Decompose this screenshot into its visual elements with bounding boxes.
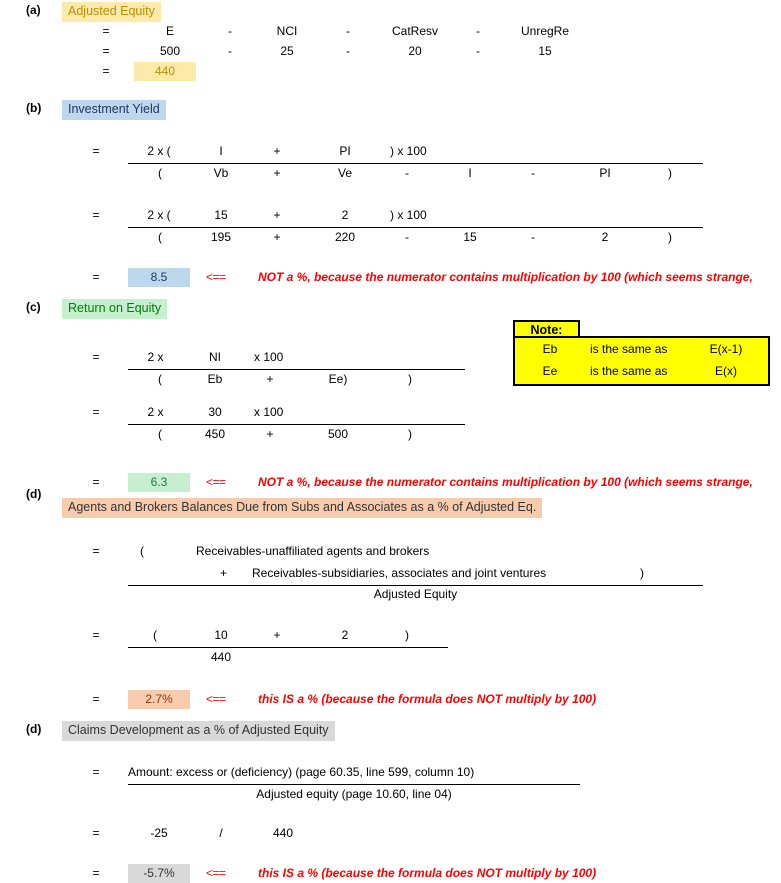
section-a-row1-cell-3: - — [346, 24, 350, 38]
section-b-sym-num-4: ) x 100 — [390, 144, 427, 158]
section-c-num-den-0: ( — [158, 427, 162, 441]
section-c-num-den-1: 450 — [204, 427, 226, 441]
section-b-num-den-3: 220 — [334, 230, 356, 244]
section-b-sym-den-1: Vb — [213, 166, 229, 180]
section-b-sym-num-0: 2 x ( — [147, 144, 171, 158]
section-a-row2-cell-5: - — [476, 44, 480, 58]
section-b-num-den-7: 2 — [601, 230, 609, 244]
section-c-sym-equals: = — [92, 350, 100, 364]
section-b-num-num-4: ) x 100 — [390, 208, 427, 222]
section-a-header: Adjusted Equity — [62, 2, 161, 22]
section-d1-num-num-3: 2 — [341, 628, 349, 642]
section-b-num-equals: = — [92, 208, 100, 222]
section-d1-label: (d) — [26, 487, 42, 501]
section-a-row2-cell-6: 15 — [538, 44, 552, 58]
section-a-row2-equals: = — [102, 44, 110, 58]
section-d2-result-wrap — [128, 864, 190, 883]
note-row-1-value: E(x) — [715, 364, 737, 378]
note-row-1-symbol: Ee — [542, 364, 558, 378]
section-b-sym-num-3: PI — [339, 144, 351, 158]
section-d2-label: (d) — [26, 722, 42, 736]
section-d1-sym-close-paren: ) — [640, 566, 644, 580]
section-d1-sym-num-line2: Receivables-subsidiaries, associates and joint ventures — [252, 566, 547, 580]
section-b-num-num-1: 15 — [214, 208, 228, 222]
section-d2-num-equals: = — [92, 826, 100, 840]
section-c-result-wrap — [128, 473, 190, 492]
section-a-result-wrap — [134, 62, 196, 81]
section-a-row1-cell-1: - — [228, 24, 232, 38]
section-b-sym-den-6: - — [531, 166, 535, 180]
section-a-row2-cell-3: - — [346, 44, 350, 58]
section-d2-comment: this IS a % (because the formula does NOT multiply by 100) — [258, 866, 597, 880]
section-c-result-equals: = — [92, 475, 100, 489]
section-b-num-den-6: - — [531, 230, 535, 244]
section-d2-sym-denominator: Adjusted equity (page 10.60, line 04) — [256, 787, 452, 801]
section-d2-result: -5.7% — [128, 864, 190, 883]
section-d1-num-num-2: + — [273, 628, 281, 642]
section-c-sym-den-4: ) — [408, 372, 412, 386]
section-b-header-wrap — [62, 100, 166, 120]
note-row-0-value: E(x-1) — [709, 342, 743, 356]
section-c-sym-den-3: Ee) — [328, 372, 348, 386]
section-b-result: 8.5 — [128, 268, 190, 287]
section-d1-num-equals: = — [92, 628, 100, 642]
section-b-sym-fraction-bar — [128, 163, 703, 164]
section-c-comment: NOT a %, because the numerator contains multiplication by 100 (which seems strange, — [258, 475, 753, 489]
section-a-row2-cell-4: 20 — [408, 44, 422, 58]
section-d1-num-num-1: 10 — [214, 628, 228, 642]
section-a-row1-cell-5: - — [476, 24, 480, 38]
section-d2-result-equals: = — [92, 866, 100, 880]
section-c-sym-num-0: 2 x — [147, 350, 164, 364]
section-d1-result-wrap — [128, 690, 190, 709]
section-d2-sym-equals: = — [92, 765, 100, 779]
section-b-header: Investment Yield — [62, 100, 166, 120]
section-b-label: (b) — [26, 101, 42, 115]
section-c-sym-den-0: ( — [158, 372, 162, 386]
note-row-0-symbol: Eb — [542, 342, 558, 356]
section-c-sym-fraction-bar — [128, 369, 465, 370]
section-c-num-num-1: 30 — [208, 405, 222, 419]
section-c-sym-den-1: Eb — [207, 372, 223, 386]
section-d1-sym-num-line1: Receivables-unaffiliated agents and brokers — [196, 544, 430, 558]
section-d2-num-operator: / — [219, 826, 223, 840]
section-d1-sym-plus: + — [220, 566, 228, 580]
section-d1-num-denominator: 440 — [210, 650, 232, 664]
section-b-num-num-3: 2 — [341, 208, 349, 222]
note-row-1-text: is the same as — [590, 364, 668, 378]
section-b-sym-den-3: Ve — [337, 166, 352, 180]
section-d1-num-num-0: ( — [153, 628, 157, 642]
section-b-num-den-5: 15 — [463, 230, 477, 244]
section-c-sym-num-1: NI — [209, 350, 221, 364]
section-b-result-equals: = — [92, 270, 100, 284]
section-a-row1-cell-2: NCI — [276, 24, 298, 38]
section-b-sym-den-7: PI — [599, 166, 611, 180]
section-d1-result: 2.7% — [128, 690, 190, 709]
section-a-row2-cell-1: - — [228, 44, 232, 58]
section-a-row2-cell-0: 500 — [159, 44, 181, 58]
section-d1-comment: this IS a % (because the formula does NOT multiply by 100) — [258, 692, 597, 706]
section-d2-arrow-icon: <== — [206, 866, 226, 880]
section-d1-num-fraction-bar — [128, 647, 448, 648]
section-d2-sym-numerator: Amount: excess or (deficiency) (page 60.35, line 599, column 10) — [128, 765, 475, 779]
section-b-sym-den-5: I — [468, 166, 472, 180]
note-box-title: Note: — [513, 320, 580, 338]
section-b-num-den-4: - — [405, 230, 409, 244]
section-c-arrow-icon: <== — [206, 475, 226, 489]
section-c-num-fraction-bar — [128, 424, 465, 425]
section-d2-num-left: -25 — [150, 826, 168, 840]
section-d1-result-equals: = — [92, 692, 100, 706]
section-b-sym-den-4: - — [405, 166, 409, 180]
section-d2-header-wrap — [62, 721, 335, 741]
section-b-sym-num-2: + — [273, 144, 281, 158]
section-d1-arrow-icon: <== — [206, 692, 226, 706]
section-d1-sym-fraction-bar — [128, 585, 703, 586]
section-c-header-wrap — [62, 299, 167, 319]
section-c-num-num-2: x 100 — [254, 405, 284, 419]
section-a-label: (a) — [26, 3, 41, 17]
section-c-header: Return on Equity — [62, 299, 167, 319]
section-d2-sym-fraction-bar — [128, 784, 580, 785]
section-b-sym-den-0: ( — [158, 166, 162, 180]
section-a-header-wrap — [62, 2, 161, 22]
section-b-sym-den-2: + — [273, 166, 281, 180]
section-a-result-equals: = — [102, 64, 110, 78]
section-c-num-den-4: ) — [408, 427, 412, 441]
note-row-0-text: is the same as — [590, 342, 668, 356]
section-d1-header-wrap — [62, 498, 542, 518]
section-b-num-fraction-bar — [128, 227, 703, 228]
section-b-sym-equals: = — [92, 144, 100, 158]
section-a-result: 440 — [134, 62, 196, 81]
section-d1-sym-denominator: Adjusted Equity — [373, 587, 458, 601]
section-a-row2-cell-2: 25 — [280, 44, 294, 58]
section-c-sym-num-2: x 100 — [254, 350, 284, 364]
section-c-result: 6.3 — [128, 473, 190, 492]
section-b-num-den-1: 195 — [210, 230, 232, 244]
section-b-sym-num-1: I — [219, 144, 223, 158]
section-b-sym-den-8: ) — [668, 166, 672, 180]
section-b-num-num-2: + — [273, 208, 281, 222]
section-b-num-num-0: 2 x ( — [147, 208, 171, 222]
section-b-result-wrap — [128, 268, 190, 287]
section-b-comment: NOT a %, because the numerator contains multiplication by 100 (which seems strange, — [258, 270, 753, 284]
section-d2-header: Claims Development as a % of Adjusted Equity — [62, 721, 335, 741]
section-d1-sym-open-paren: ( — [140, 544, 144, 558]
section-c-num-den-3: 500 — [327, 427, 349, 441]
section-d1-sym-equals: = — [92, 544, 100, 558]
section-a-row1-equals: = — [102, 24, 110, 38]
section-b-num-den-2: + — [273, 230, 281, 244]
section-d1-header: Agents and Brokers Balances Due from Subs and Associates as a % of Adjusted Eq. — [62, 498, 542, 518]
section-c-num-equals: = — [92, 405, 100, 419]
section-d2-num-right: 440 — [272, 826, 294, 840]
section-a-row1-cell-4: CatResv — [391, 24, 438, 38]
section-c-num-num-0: 2 x — [147, 405, 164, 419]
section-a-row1-cell-0: E — [165, 24, 174, 38]
section-c-num-den-2: + — [266, 427, 274, 441]
section-b-num-den-0: ( — [158, 230, 162, 244]
section-c-label: (c) — [26, 300, 41, 314]
section-a-row1-cell-6: UnregRe — [520, 24, 570, 38]
section-d1-num-num-4: ) — [405, 628, 409, 642]
section-c-sym-den-2: + — [266, 372, 274, 386]
section-b-arrow-icon: <== — [206, 270, 226, 284]
section-b-num-den-8: ) — [668, 230, 672, 244]
